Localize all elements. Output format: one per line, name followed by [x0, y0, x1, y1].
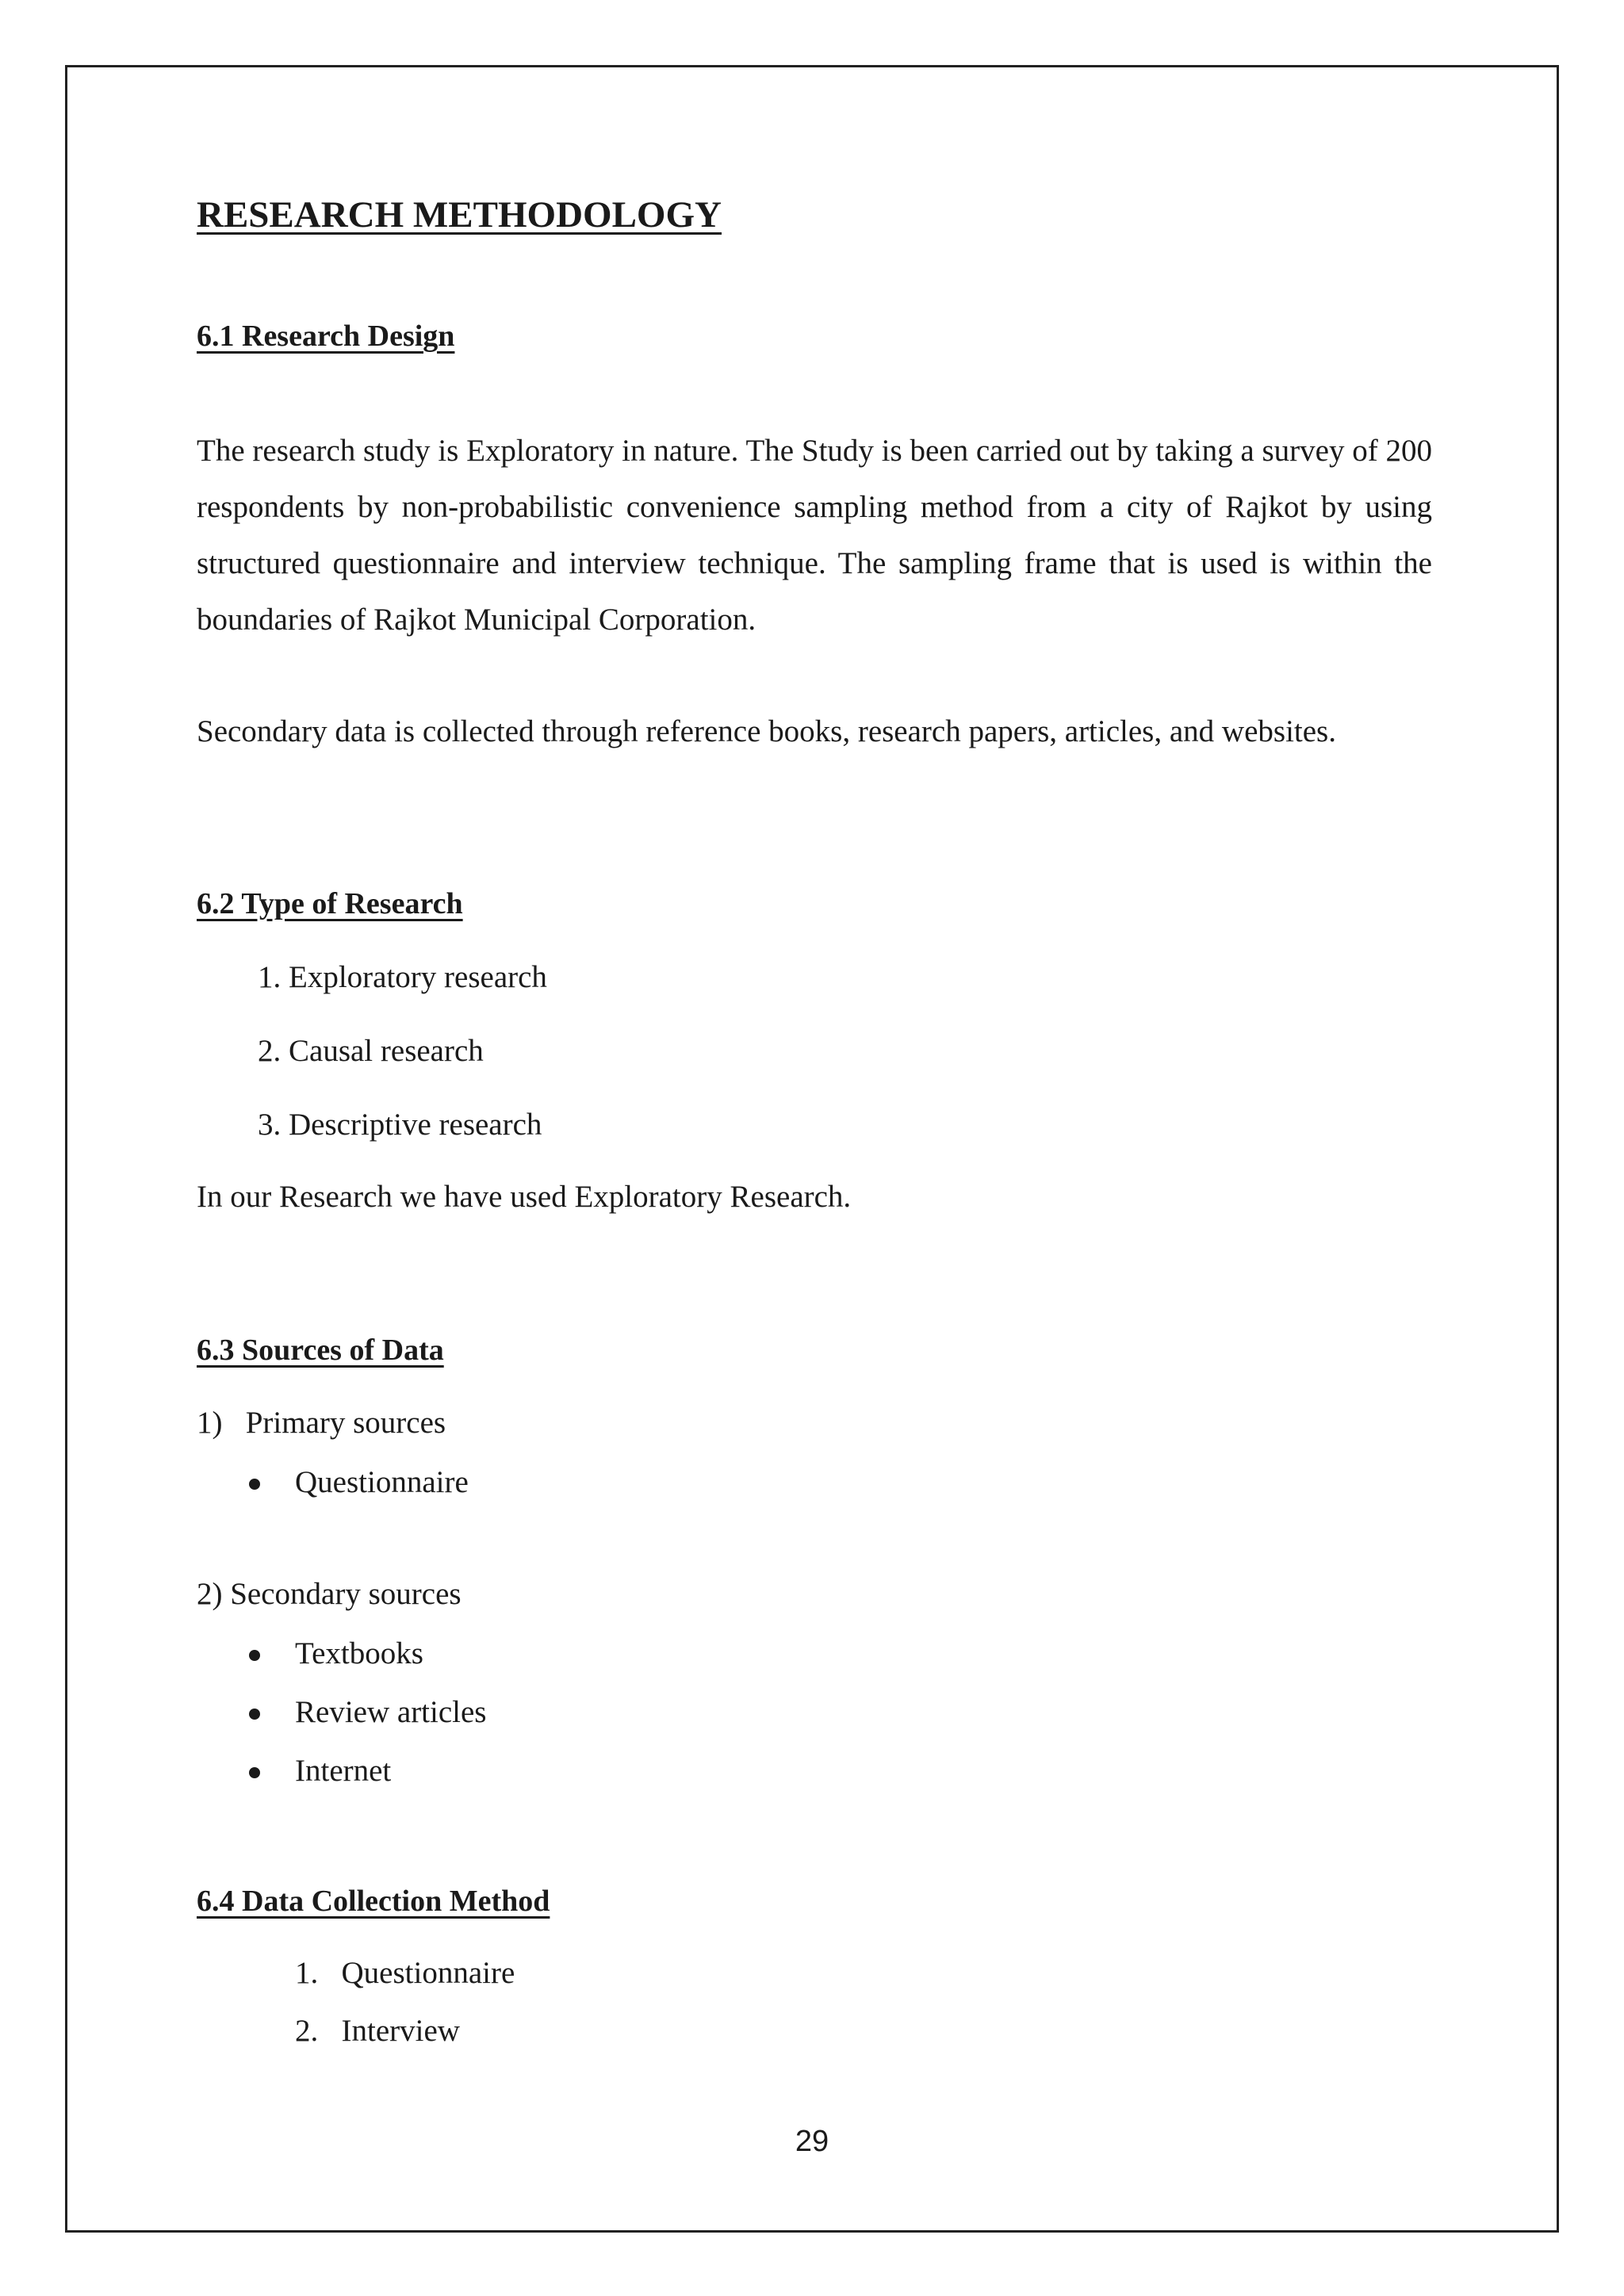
section-heading-data-collection-method: 6.4 Data Collection Method [197, 1885, 550, 1918]
list-item: 2. Interview [295, 2014, 460, 2048]
bullet-icon [249, 1767, 260, 1778]
list-item: 1. Questionnaire [295, 1956, 515, 1990]
section-heading-research-design: 6.1 Research Design [197, 320, 455, 353]
research-type-note: In our Research we have used Exploratory Research. [197, 1180, 852, 1214]
bullet-icon [249, 1709, 260, 1720]
secondary-data-paragraph: Secondary data is collected through reference books, research papers, articles, and websites. [197, 714, 1336, 748]
section-heading-sources-of-data: 6.3 Sources of Data [197, 1334, 444, 1367]
bullet-icon [249, 1479, 260, 1490]
list-item: 2. Causal research [258, 1034, 484, 1068]
list-item: 3. Descriptive research [258, 1108, 542, 1142]
page-title: RESEARCH METHODOLOGY [197, 194, 722, 235]
research-design-paragraph: The research study is Exploratory in nature. The Study is been carried out by taking a survey of 200 respondents by non-probabilistic convenience sampling method from a city of Rajkot by using structured questionnaire and interview technique. The sampling frame that is used is within the boundaries of Rajkot Municipal Corporation. [197, 434, 1432, 637]
primary-sources-label: 1) Primary sources [197, 1406, 446, 1440]
list-item: 1. Exploratory research [258, 960, 547, 994]
page-number: 29 [795, 2125, 829, 2158]
section-heading-type-of-research: 6.2 Type of Research [197, 887, 463, 920]
bullet-icon [249, 1650, 260, 1661]
secondary-sources-label: 2) Secondary sources [197, 1577, 462, 1611]
